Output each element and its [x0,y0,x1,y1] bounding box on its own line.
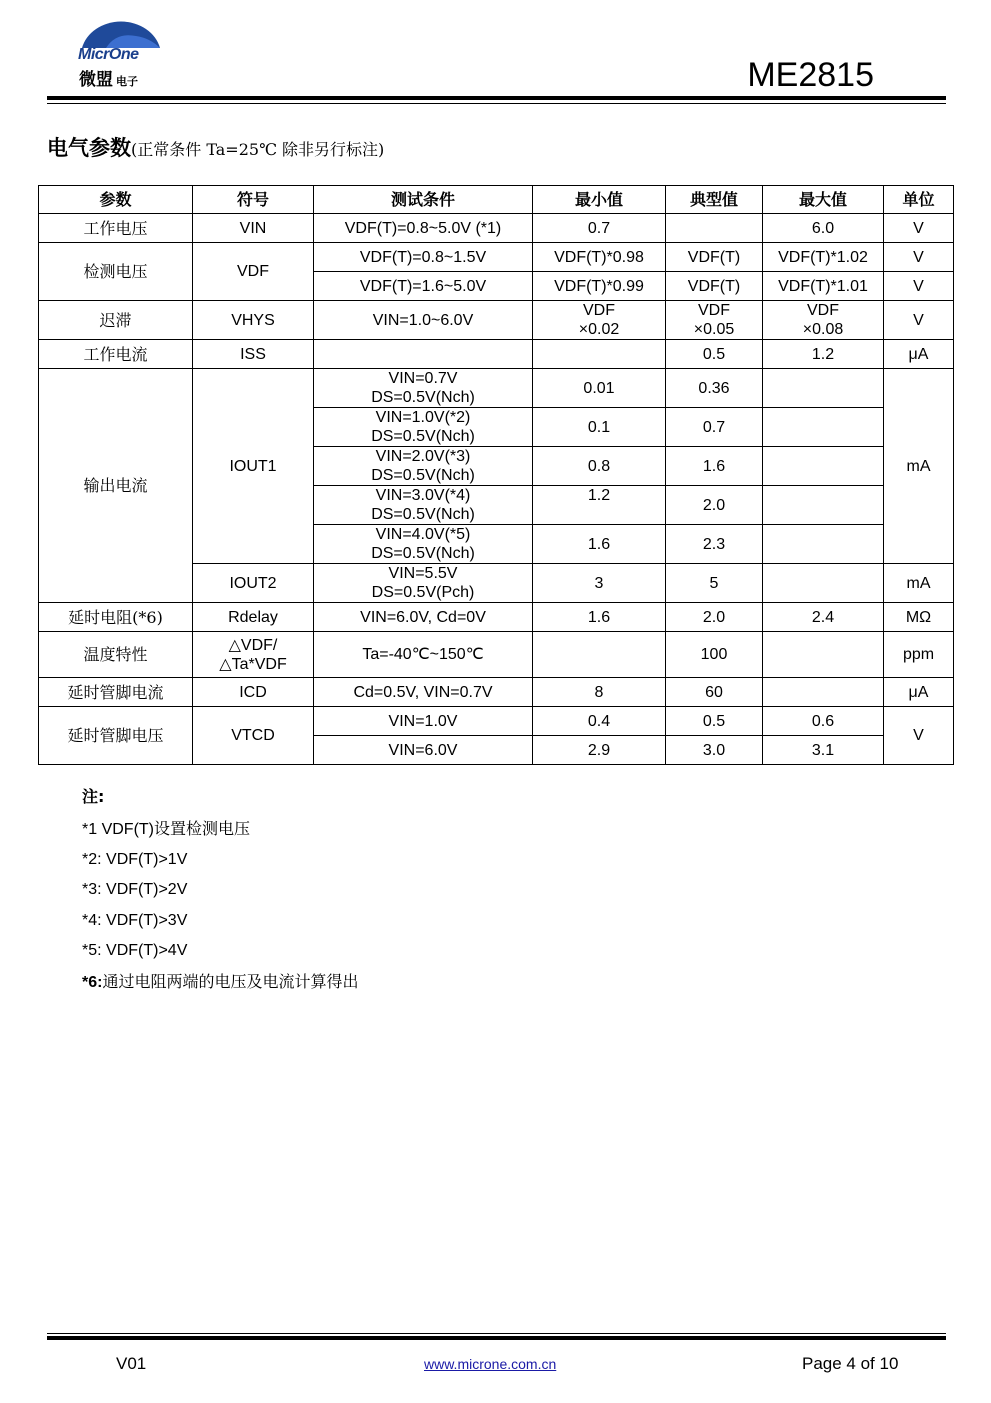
header-condition: 测试条件 [314,186,533,214]
min-cell [533,340,666,369]
condition-cell: VDF(T)=0.8~1.5V [314,243,533,272]
condition-cell: VDF(T)=0.8~5.0V (*1) [314,214,533,243]
max-cell [763,564,884,603]
min-cell [533,632,666,678]
unit-cell: V [884,243,954,272]
min-line1: VDF [583,302,615,319]
typ-cell: 0.36 [666,369,763,408]
unit-cell: mA [884,564,954,603]
unit-cell: V [884,707,954,765]
param-cell: 延时管脚电压 [39,707,193,765]
header-min: 最小值 [533,186,666,214]
condition-cell [314,369,533,408]
condition-cell [314,525,533,564]
typ-cell: 3.0 [666,736,763,765]
symbol-cell: IOUT2 [193,564,314,603]
min-cell: 0.01 [533,369,666,408]
table-row [39,301,954,340]
max-cell [763,486,884,525]
note-1 [82,814,358,845]
document-title: ME2815 [747,56,874,94]
min-cell [533,301,666,340]
cond-line1: VIN=5.5V [388,565,458,582]
note-6-text: 通过电阻两端的电压及电流计算得出 [102,971,359,991]
max-cell: 0.6 [763,707,884,736]
param-cell: 温度特性 [39,632,193,678]
logo-cn-main: 微盟 [79,70,113,90]
electrical-parameters-table [38,185,954,765]
section-condition: (正常条件 Ta=25℃ 除非另行标注) [131,140,385,159]
condition-cell [314,340,533,369]
max-cell: 6.0 [763,214,884,243]
unit-cell: ppm [884,632,954,678]
typ-cell: VDF(T) [666,272,763,301]
header-symbol: 符号 [193,186,314,214]
section-heading [47,132,384,162]
cond-line1: VIN=4.0V(*5) [375,526,471,543]
param-cell: 工作电压 [39,214,193,243]
param-cell: 迟滞 [39,301,193,340]
symbol-cell: IOUT1 [193,369,314,564]
logo-english-name: MicrOne [78,46,139,63]
typ-cell: 2.0 [666,486,763,525]
unit-cell: MΩ [884,603,954,632]
param-cell: 延时电阻(*6) [39,603,193,632]
symbol-line1: △VDF/ [228,636,278,654]
symbol-cell: ISS [193,340,314,369]
header-max: 最大值 [763,186,884,214]
header-rule-thick [47,96,946,100]
header-unit: 单位 [884,186,954,214]
symbol-cell: VIN [193,214,314,243]
min-cell: 3 [533,564,666,603]
min-cell: 0.8 [533,447,666,486]
footer-page-number: Page 4 of 10 [802,1354,899,1373]
note-1-text: 设置检测电压 [154,819,251,838]
cond-line1: VIN=1.0V(*2) [375,409,471,426]
cond-line1: VIN=2.0V(*3) [375,448,471,465]
unit-cell: V [884,272,954,301]
unit-cell: mA [884,369,954,564]
min-cell: VDF(T)*0.98 [533,243,666,272]
table-row [39,632,954,678]
typ-cell [666,301,763,340]
symbol-line2: △Ta*VDF [219,655,287,673]
unit-cell: V [884,301,954,340]
condition-cell: Ta=-40℃~150℃ [314,632,533,678]
unit-cell: μA [884,678,954,707]
table-row [39,678,954,707]
min-cell: 1.6 [533,603,666,632]
max-cell: VDF(T)*1.02 [763,243,884,272]
note-6 [82,967,358,998]
symbol-cell: VDF [193,243,314,301]
typ-cell: 100 [666,632,763,678]
table-row [39,369,954,408]
logo-chinese-name [79,65,138,90]
condition-cell [314,486,533,525]
cond-line1: VIN=3.0V(*4) [375,487,471,504]
table-row [39,340,954,369]
max-cell: 1.2 [763,340,884,369]
typ-cell: 0.7 [666,408,763,447]
condition-cell: VIN=1.0V [314,707,533,736]
footer-rule-thin [47,1333,946,1334]
max-cell [763,632,884,678]
min-line2: ×0.02 [578,321,620,338]
min-cell: 0.4 [533,707,666,736]
max-cell [763,678,884,707]
note-1-prefix: *1 VDF(T) [82,821,154,838]
param-cell: 延时管脚电流 [39,678,193,707]
symbol-cell [193,632,314,678]
typ-cell: 1.6 [666,447,763,486]
typ-cell [666,214,763,243]
notes-section [82,784,358,997]
typ-cell: VDF(T) [666,243,763,272]
header-rule-thin [47,103,946,104]
typ-cell: 0.5 [666,340,763,369]
note-6-prefix: *6: [82,973,103,991]
footer-website-link[interactable]: www.microne.com.cn [424,1356,557,1372]
condition-cell [314,447,533,486]
symbol-cell: VHYS [193,301,314,340]
condition-cell: VIN=6.0V [314,736,533,765]
table-row [39,603,954,632]
typ-cell: 60 [666,678,763,707]
max-cell [763,525,884,564]
min-cell: 2.9 [533,736,666,765]
param-cell: 工作电流 [39,340,193,369]
symbol-cell: VTCD [193,707,314,765]
symbol-cell: ICD [193,678,314,707]
condition-cell: Cd=0.5V, VIN=0.7V [314,678,533,707]
max-line2: ×0.08 [802,321,844,338]
footer-version: V01 [116,1354,147,1373]
notes-heading: 注: [82,787,105,806]
condition-cell: VIN=6.0V, Cd=0V [314,603,533,632]
unit-cell: V [884,214,954,243]
typ-line1: VDF [698,302,730,319]
cond-line2: DS=0.5V(Nch) [371,428,475,445]
cond-line2: DS=0.5V(Nch) [371,545,475,562]
table-row [39,214,954,243]
min-cell: 0.1 [533,408,666,447]
note-2: *2: VDF(T)>1V [82,850,188,868]
cond-line2: DS=0.5V(Nch) [371,389,475,406]
condition-cell [314,408,533,447]
max-cell [763,369,884,408]
param-cell: 检测电压 [39,243,193,301]
note-5: *5: VDF(T)>4V [82,942,188,959]
header-param: 参数 [39,186,193,214]
symbol-cell: Rdelay [193,603,314,632]
max-cell [763,447,884,486]
typ-cell: 2.0 [666,603,763,632]
condition-cell: VDF(T)=1.6~5.0V [314,272,533,301]
min-cell: 1.2 [533,486,666,525]
condition-cell [314,564,533,603]
section-title: 电气参数 [47,136,131,160]
max-cell: VDF(T)*1.01 [763,272,884,301]
param-cell: 输出电流 [39,369,193,603]
max-cell: 3.1 [763,736,884,765]
logo-cn-sub: 电子 [116,75,138,88]
typ-cell: 5 [666,564,763,603]
min-cell: 0.7 [533,214,666,243]
cond-line2: DS=0.5V(Nch) [371,467,475,484]
company-logo [76,10,162,88]
max-cell: 2.4 [763,603,884,632]
footer-rule-thick [47,1336,946,1340]
max-cell [763,408,884,447]
header-typ: 典型值 [666,186,763,214]
max-line1: VDF [807,302,839,319]
min-cell: VDF(T)*0.99 [533,272,666,301]
table-row [39,243,954,272]
condition-cell: VIN=1.0~6.0V [314,301,533,340]
typ-cell: 2.3 [666,525,763,564]
min-cell: 8 [533,678,666,707]
cond-line2: DS=0.5V(Pch) [371,584,475,601]
max-cell [763,301,884,340]
note-3: *3: VDF(T)>2V [82,881,188,898]
typ-line2: ×0.05 [693,321,735,338]
unit-cell: μA [884,340,954,369]
typ-cell: 0.5 [666,707,763,736]
table-row [39,707,954,736]
cond-line1: VIN=0.7V [388,370,458,387]
table-header-row [39,186,954,214]
note-4: *4: VDF(T)>3V [82,911,188,929]
cond-line2: DS=0.5V(Nch) [371,506,475,523]
min-cell: 1.6 [533,525,666,564]
